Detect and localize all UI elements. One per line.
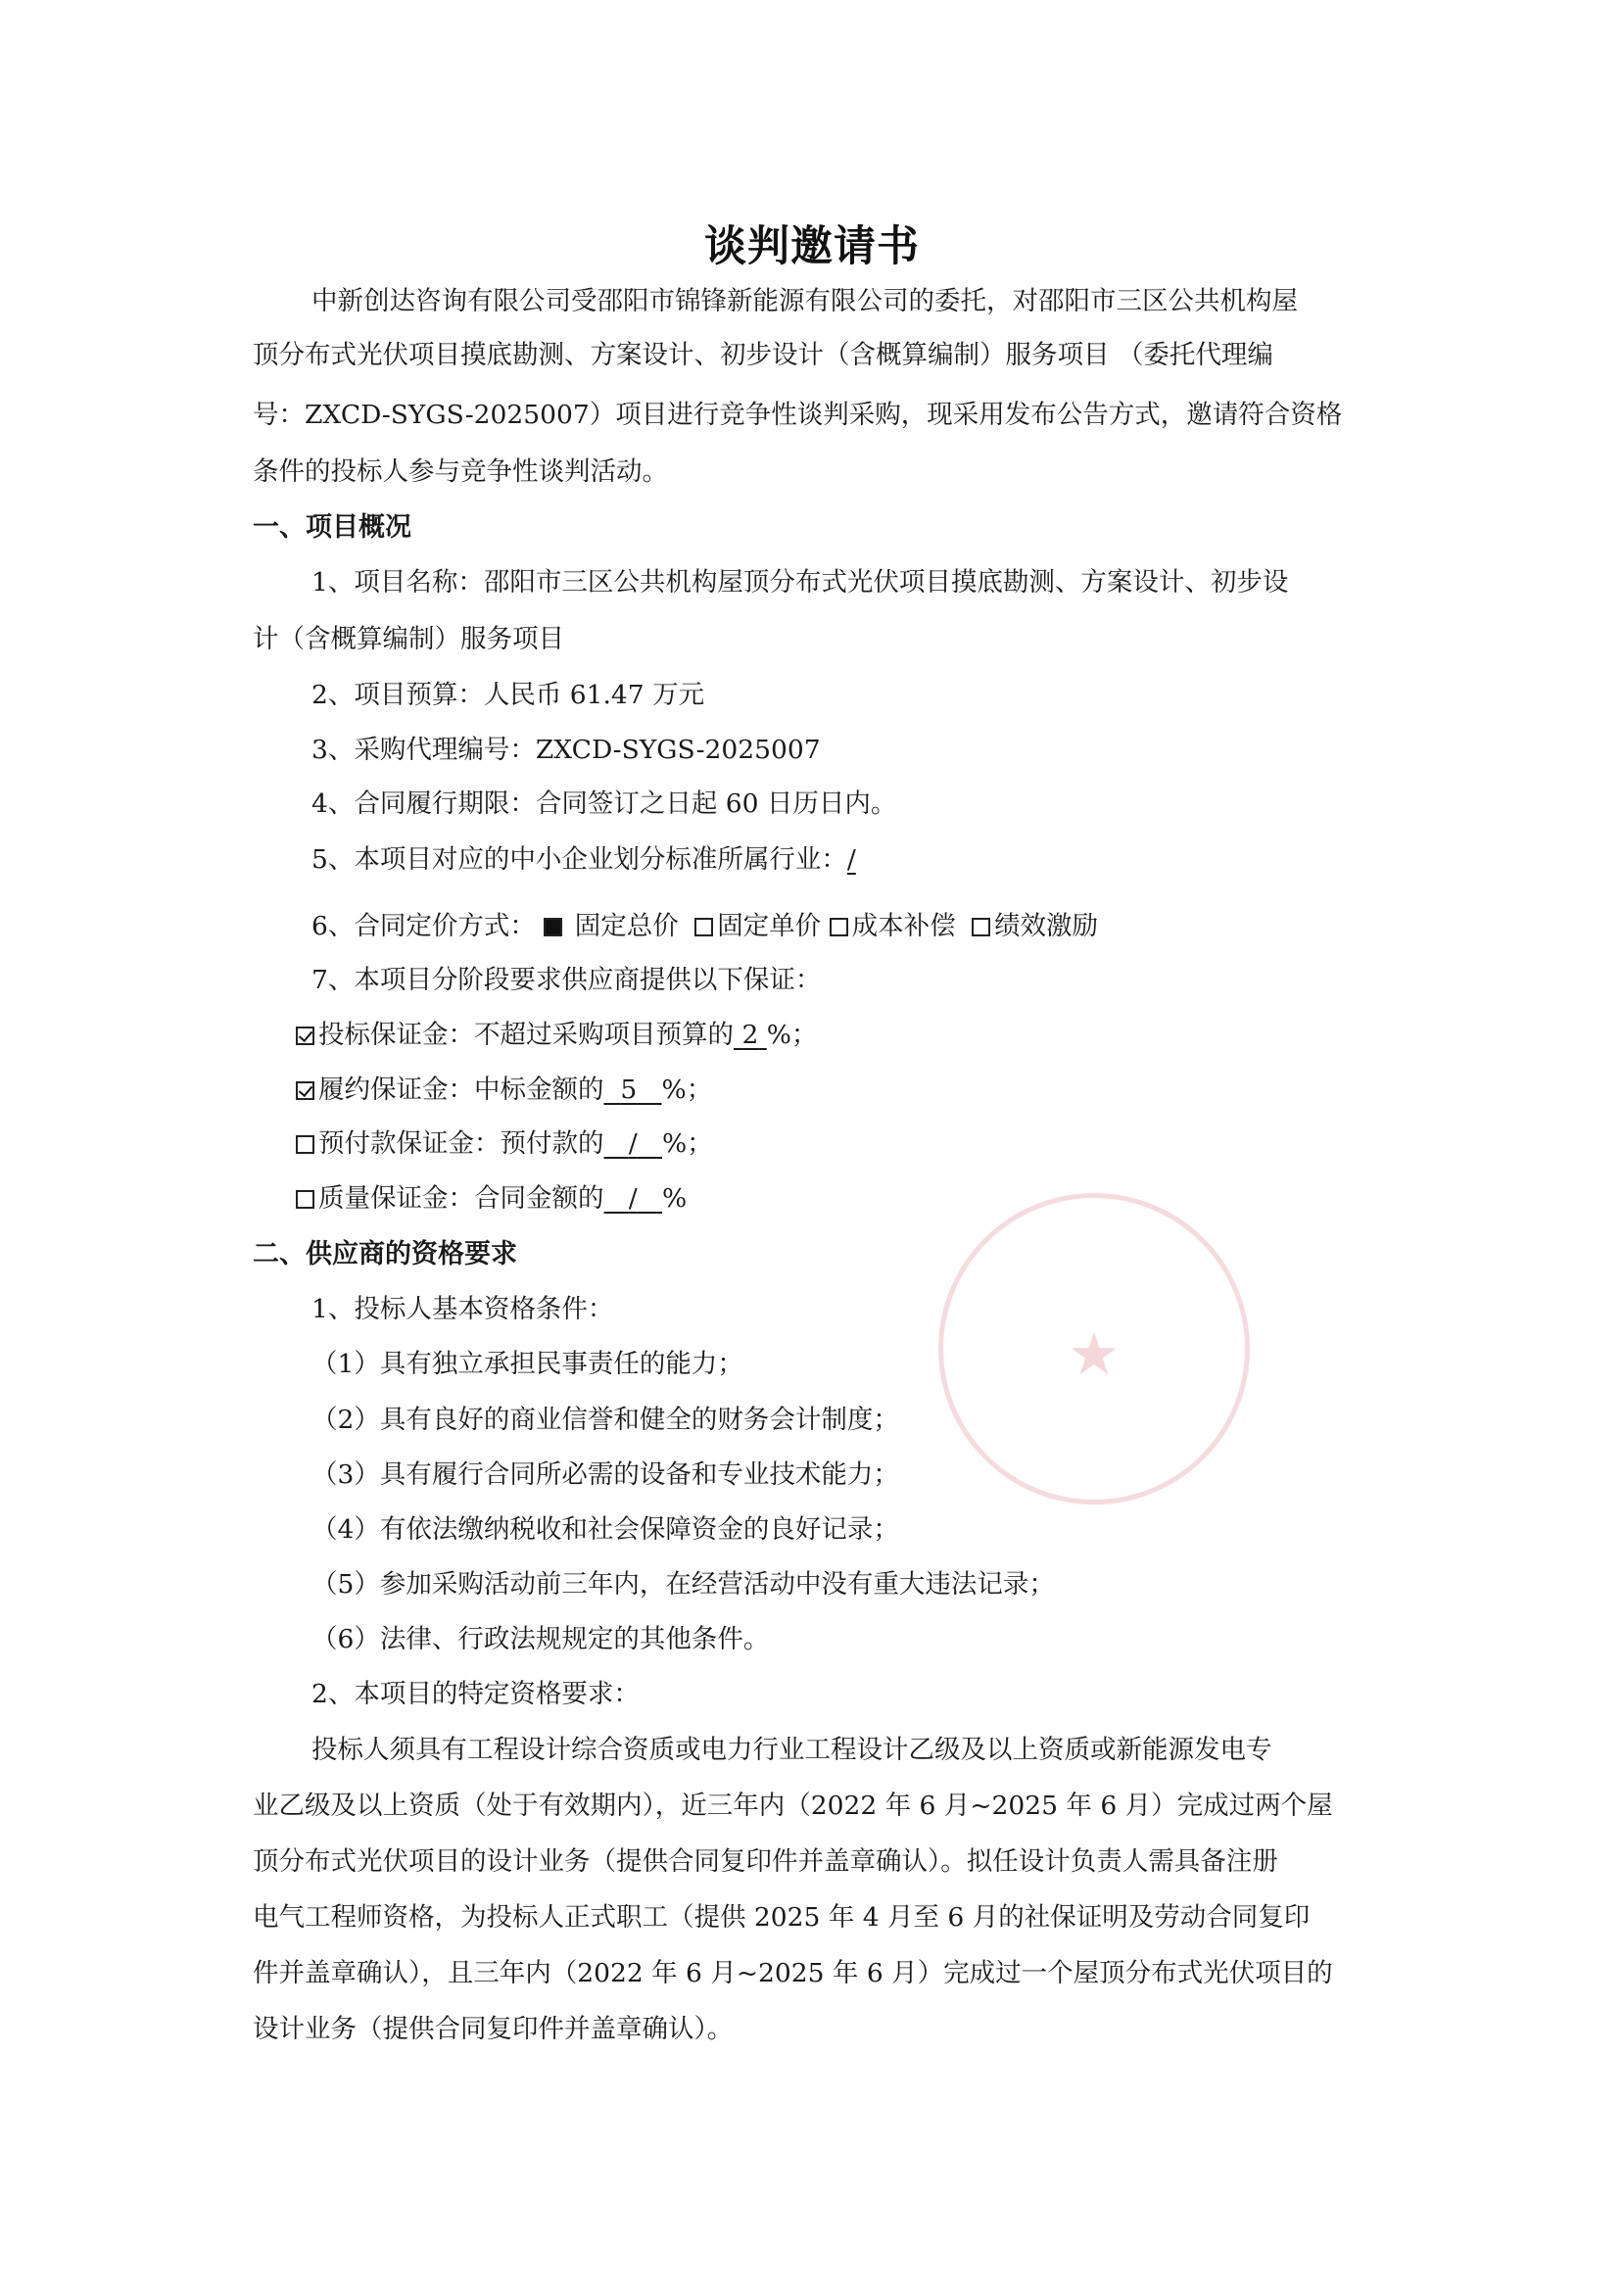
guarantee-suffix: %；	[766, 1020, 818, 1050]
basic-qualification-item: （2）具有良好的商业信誉和健全的财务会计制度；	[311, 1405, 899, 1435]
basic-qualification-item: （4）有依法缴纳税收和社会保障资金的良好记录；	[311, 1514, 899, 1545]
project-name-line: 1、项目名称：邵阳市三区公共机构屋顶分布式光伏项目摸底勘测、方案设计、初步设	[311, 567, 1289, 597]
specific-qualification-line: 顶分布式光伏项目的设计业务（提供合同复印件并盖章确认）。拟任设计负责人需具备注册	[253, 1846, 1278, 1877]
guarantee-value: 5	[620, 1075, 638, 1105]
guarantee-suffix: %；	[662, 1128, 713, 1159]
pricing-method-line	[311, 909, 1098, 944]
specific-qualification-line: 业乙级及以上资质（处于有效期内），近三年内（2022 年 6 月~2025 年 6 月）完成过两个屋	[253, 1791, 1333, 1821]
intro-line: 顶分布式光伏项目摸底勘测、方案设计、初步设计（含概算编制）服务项目 （委托代理编	[253, 340, 1273, 370]
checked-checkbox-icon	[296, 1027, 314, 1045]
guarantee-row	[296, 1181, 687, 1217]
guarantee-row	[296, 1073, 712, 1108]
page-title: 谈判邀请书	[704, 222, 920, 271]
basic-qualification-item: （3）具有履行合同所必需的设备和专业技术能力；	[311, 1459, 899, 1490]
guarantee-suffix: %	[662, 1183, 688, 1214]
intro-line: 中新创达咨询有限公司受邵阳市锦锋新能源有限公司的委托，对邵阳市三区公共机构屋	[311, 286, 1298, 316]
industry-label: 5、本项目对应的中小企业划分标准所属行业：	[311, 844, 847, 875]
intro-line: 条件的投标人参与竞争性谈判活动。	[253, 456, 668, 487]
specific-qualification-line: 设计业务（提供合同复印件并盖章确认）。	[253, 2014, 734, 2044]
basic-qualification-item: （1）具有独立承担民事责任的能力；	[311, 1349, 743, 1379]
checked-checkbox-icon	[296, 1081, 314, 1100]
basic-qualification-item: （6）法律、行政法规规定的其他条件。	[311, 1624, 770, 1654]
pricing-label: 6、合同定价方式：	[311, 911, 536, 941]
guarantee-row	[296, 1018, 817, 1053]
project-budget: 2、项目预算：人民币 61.47 万元	[311, 680, 705, 710]
guarantee-value: /	[628, 1128, 638, 1159]
section-heading: 一、项目概况	[253, 512, 411, 543]
pricing-option: 固定总价	[574, 911, 679, 941]
basic-qualification-heading: 1、投标人基本资格条件：	[311, 1294, 614, 1324]
empty-checkbox-icon	[296, 1135, 314, 1154]
guarantee-label: 质量保证金：合同金额的	[318, 1183, 604, 1214]
filled-square-icon	[544, 918, 562, 936]
industry-value: /	[846, 844, 856, 875]
intro-line: 号：ZXCD-SYGS-2025007）项目进行竞争性谈判采购，现采用发布公告方式，邀请符合资格	[253, 400, 1343, 430]
guarantee-row	[296, 1126, 713, 1162]
seal-star-icon: ★	[1068, 1320, 1121, 1389]
project-name-line: 计（含概算编制）服务项目	[253, 624, 564, 654]
empty-checkbox-icon	[972, 918, 990, 936]
basic-qualification-item: （5）参加采购活动前三年内，在经营活动中没有重大违法记录；	[311, 1569, 1055, 1600]
guarantee-intro: 7、本项目分阶段要求供应商提供以下保证：	[311, 965, 822, 995]
pricing-option: 绩效激励	[994, 911, 1099, 941]
specific-qualification-heading: 2、本项目的特定资格要求：	[311, 1679, 640, 1709]
contract-period: 4、合同履行期限：合同签订之日起 60 日历日内。	[311, 789, 897, 819]
specific-qualification-line: 件并盖章确认），且三年内（2022 年 6 月~2025 年 6 月）完成过一个屋顶分布式光伏项目的	[253, 1958, 1333, 1988]
guarantee-value: /	[628, 1183, 638, 1214]
guarantee-suffix: %；	[661, 1075, 713, 1105]
agency-code: 3、采购代理编号：ZXCD-SYGS-2025007	[311, 735, 821, 765]
guarantee-label: 预付款保证金：预付款的	[318, 1128, 604, 1159]
guarantee-label: 投标保证金：不超过采购项目预算的	[318, 1020, 734, 1050]
industry-line	[311, 842, 856, 878]
specific-qualification-line: 投标人须具有工程设计综合资质或电力行业工程设计乙级及以上资质或新能源发电专	[311, 1735, 1272, 1765]
empty-checkbox-icon	[296, 1190, 314, 1209]
guarantee-value: 2	[741, 1020, 759, 1050]
guarantee-label: 履约保证金：中标金额的	[318, 1075, 604, 1105]
pricing-option: 成本补偿	[851, 911, 956, 941]
empty-checkbox-icon	[830, 918, 848, 936]
empty-checkbox-icon	[694, 918, 713, 936]
section-heading: 二、供应商的资格要求	[253, 1239, 517, 1269]
specific-qualification-line: 电气工程师资格，为投标人正式职工（提供 2025 年 4 月至 6 月的社保证明及劳动合同复印	[253, 1902, 1311, 1933]
pricing-option: 固定单价	[717, 911, 822, 941]
